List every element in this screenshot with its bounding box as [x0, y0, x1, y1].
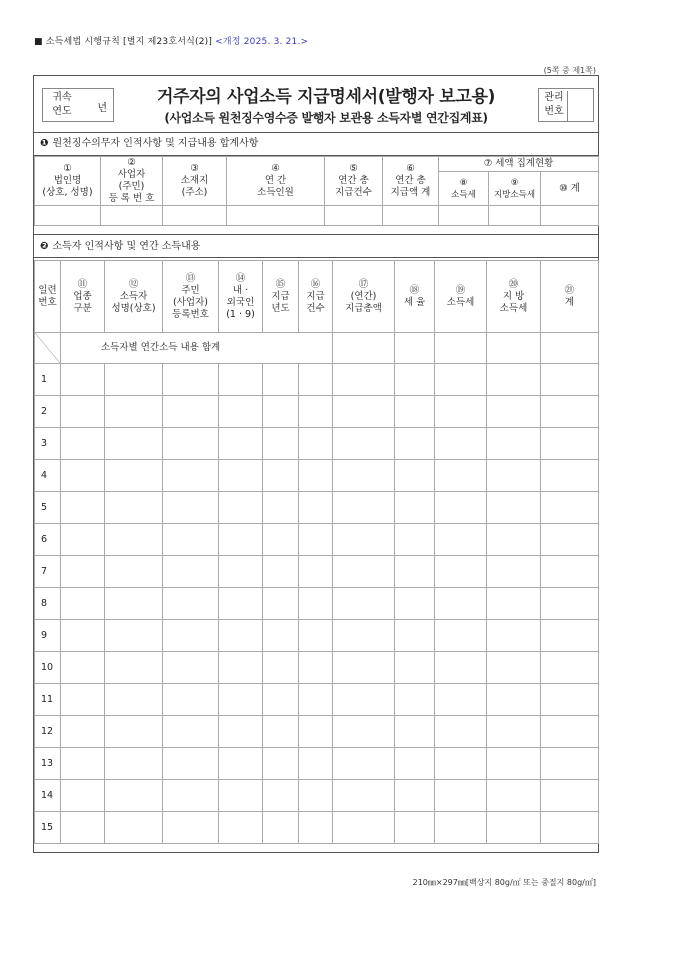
input-industry[interactable]: [61, 748, 105, 780]
input-pay-year[interactable]: [263, 780, 299, 812]
input-pay-count[interactable]: [299, 396, 333, 428]
section1-label: 원천징수의무자 인적사항 및 지급내용 합계사항: [52, 138, 259, 149]
input-industry[interactable]: [61, 812, 105, 844]
input-tax-rate[interactable]: [395, 588, 435, 620]
input-nationality[interactable]: [219, 556, 263, 588]
input-industry[interactable]: [61, 524, 105, 556]
row-serial-number: 4: [35, 460, 61, 492]
col-serial-header: 일련 번호: [35, 261, 61, 333]
input-pay-count[interactable]: [299, 716, 333, 748]
input-total[interactable]: [541, 620, 599, 652]
input-local-tax[interactable]: [489, 206, 541, 226]
input-payment-total[interactable]: [383, 206, 439, 226]
sum-row: [35, 333, 599, 364]
col-address-header: ③ 소재지 (주소): [163, 157, 227, 206]
input-total[interactable]: [541, 812, 599, 844]
input-income-persons[interactable]: [227, 206, 325, 226]
input-tax-rate[interactable]: [395, 556, 435, 588]
input-local-tax[interactable]: [487, 396, 541, 428]
input-pay-amount[interactable]: [333, 812, 395, 844]
table-row: [35, 428, 599, 460]
input-reg-number[interactable]: [163, 588, 219, 620]
input-total[interactable]: [541, 428, 599, 460]
input-nationality[interactable]: [219, 428, 263, 460]
col-pay-count-header: ⑯ 지급 건수: [299, 261, 333, 333]
input-total[interactable]: [541, 588, 599, 620]
input-pay-amount[interactable]: [333, 428, 395, 460]
input-industry[interactable]: [61, 428, 105, 460]
input-payment-count[interactable]: [325, 206, 383, 226]
input-local-tax[interactable]: [487, 588, 541, 620]
form-subtitle: (사업소득 원천징수영수증 발행자 보관용 소득자별 연간집계표): [164, 111, 488, 125]
row-serial-number: 10: [35, 652, 61, 684]
input-nationality[interactable]: [219, 588, 263, 620]
col-local-tax-header: ⑨ 지방소득세: [489, 172, 541, 206]
input-local-tax[interactable]: [487, 812, 541, 844]
regulation-text: ■ 소득세법 시행규칙 [별지 제23호서식(2)]: [34, 37, 213, 47]
col-income-persons-header: ④ 연 간 소득인원: [227, 157, 325, 206]
section2-number: ❷: [40, 241, 49, 252]
input-tax-rate[interactable]: [395, 460, 435, 492]
input-income-tax[interactable]: [435, 748, 487, 780]
input-reg-number[interactable]: [163, 396, 219, 428]
input-local-tax[interactable]: [487, 620, 541, 652]
row-serial-number: 9: [35, 620, 61, 652]
input-tax-rate[interactable]: [395, 716, 435, 748]
year-unit: 년: [97, 103, 107, 114]
input-total[interactable]: [541, 524, 599, 556]
input-pay-count[interactable]: [299, 364, 333, 396]
input-pay-amount[interactable]: [333, 652, 395, 684]
input-reg-number[interactable]: [163, 748, 219, 780]
input-pay-year[interactable]: [263, 812, 299, 844]
input-industry[interactable]: [61, 396, 105, 428]
table-row: [35, 716, 599, 748]
sum-total[interactable]: [541, 333, 599, 364]
input-reg-number[interactable]: [163, 460, 219, 492]
input-corp-name[interactable]: [35, 206, 101, 226]
input-tax-rate[interactable]: [395, 428, 435, 460]
input-earner-name[interactable]: [105, 716, 163, 748]
input-earner-name[interactable]: [105, 620, 163, 652]
input-income-tax[interactable]: [435, 684, 487, 716]
section2-label: 소득자 인적사항 및 연간 소득내용: [52, 241, 201, 252]
input-pay-count[interactable]: [299, 492, 333, 524]
input-local-tax[interactable]: [487, 748, 541, 780]
mgmt-label-1: 관리: [544, 92, 564, 103]
col-payment-count-header: ⑤ 연간 총 지급건수: [325, 157, 383, 206]
input-reg-number[interactable]: [163, 652, 219, 684]
input-tax-rate[interactable]: [395, 748, 435, 780]
table-row: [35, 620, 599, 652]
input-income-tax[interactable]: [435, 364, 487, 396]
input-earner-name[interactable]: [105, 812, 163, 844]
input-nationality[interactable]: [219, 396, 263, 428]
input-nationality[interactable]: [219, 748, 263, 780]
input-total[interactable]: [541, 460, 599, 492]
input-tax-rate[interactable]: [395, 620, 435, 652]
input-pay-amount[interactable]: [333, 716, 395, 748]
sum-row-label: 소득자별 연간소득 내용 합계: [61, 333, 333, 364]
input-income-tax[interactable]: [435, 652, 487, 684]
input-total[interactable]: [541, 492, 599, 524]
input-reg-number[interactable]: [163, 684, 219, 716]
col-pay-year-header: ⑮ 지급 년도: [263, 261, 299, 333]
input-local-tax[interactable]: [487, 428, 541, 460]
input-earner-name[interactable]: [105, 556, 163, 588]
input-reg-number[interactable]: [163, 428, 219, 460]
input-nationality[interactable]: [219, 524, 263, 556]
attribution-year-box[interactable]: [42, 88, 114, 122]
input-pay-count[interactable]: [299, 524, 333, 556]
input-income-tax[interactable]: [435, 524, 487, 556]
input-nationality[interactable]: [219, 652, 263, 684]
sum-pay-amount[interactable]: [333, 333, 395, 364]
page-number: (5쪽 중 제1쪽): [543, 66, 596, 75]
input-pay-count[interactable]: [299, 748, 333, 780]
input-industry[interactable]: [61, 364, 105, 396]
input-reg-number[interactable]: [163, 716, 219, 748]
input-income-tax[interactable]: [435, 620, 487, 652]
input-earner-name[interactable]: [105, 684, 163, 716]
input-industry[interactable]: [61, 588, 105, 620]
input-pay-year[interactable]: [263, 396, 299, 428]
input-reg-number[interactable]: [163, 524, 219, 556]
input-pay-count[interactable]: [299, 812, 333, 844]
input-total[interactable]: [541, 748, 599, 780]
input-total[interactable]: [541, 716, 599, 748]
col-industry-header: ⑪ 업종 구분: [61, 261, 105, 333]
table-row: [35, 364, 599, 396]
input-pay-count[interactable]: [299, 652, 333, 684]
col-total-header: ⑩ 계: [541, 172, 599, 206]
input-pay-amount[interactable]: [333, 364, 395, 396]
table-row: [35, 460, 599, 492]
row-serial-number: 3: [35, 428, 61, 460]
input-tax-rate[interactable]: [395, 780, 435, 812]
input-pay-amount[interactable]: [333, 460, 395, 492]
input-industry[interactable]: [61, 492, 105, 524]
year-label-2: 연도: [52, 106, 72, 117]
input-income-tax[interactable]: [435, 460, 487, 492]
input-reg-number[interactable]: [163, 364, 219, 396]
input-address[interactable]: [163, 206, 227, 226]
input-local-tax[interactable]: [487, 460, 541, 492]
input-reg-number[interactable]: [163, 780, 219, 812]
input-pay-year[interactable]: [263, 428, 299, 460]
section1-number: ❶: [40, 138, 49, 149]
input-nationality[interactable]: [219, 364, 263, 396]
input-pay-count[interactable]: [299, 588, 333, 620]
input-nationality[interactable]: [219, 492, 263, 524]
row-serial-number: 15: [35, 812, 61, 844]
input-industry[interactable]: [61, 460, 105, 492]
section2-heading: [34, 234, 598, 258]
input-industry[interactable]: [61, 684, 105, 716]
input-pay-count[interactable]: [299, 460, 333, 492]
input-earner-name[interactable]: [105, 748, 163, 780]
input-income-tax[interactable]: [435, 588, 487, 620]
input-income-tax[interactable]: [439, 206, 489, 226]
col-earner-name-header: ⑫ 소득자 성명(상호): [105, 261, 163, 333]
input-total[interactable]: [541, 556, 599, 588]
input-local-tax[interactable]: [487, 652, 541, 684]
row-serial-number: 11: [35, 684, 61, 716]
table-row: [35, 556, 599, 588]
input-total[interactable]: [541, 684, 599, 716]
input-pay-amount[interactable]: [333, 620, 395, 652]
regulation-header: [34, 34, 308, 47]
col-reg-number-header: ⑬ 주민 (사업자) 등록번호: [163, 261, 219, 333]
input-earner-name[interactable]: [105, 524, 163, 556]
input-pay-year[interactable]: [263, 524, 299, 556]
input-total[interactable]: [541, 206, 599, 226]
row-serial-number: 12: [35, 716, 61, 748]
sum-income-tax[interactable]: [435, 333, 487, 364]
table-row: [35, 684, 599, 716]
input-local-tax[interactable]: [487, 780, 541, 812]
input-reg-number[interactable]: [163, 812, 219, 844]
col-tax-summary-header: ⑦ 세액 집계현황: [439, 157, 599, 172]
input-tax-rate[interactable]: [395, 364, 435, 396]
input-industry[interactable]: [61, 620, 105, 652]
table-row: [35, 748, 599, 780]
row-serial-number: 5: [35, 492, 61, 524]
input-pay-count[interactable]: [299, 428, 333, 460]
input-pay-count[interactable]: [299, 780, 333, 812]
table-row: [35, 652, 599, 684]
input-pay-year[interactable]: [263, 652, 299, 684]
input-tax-rate[interactable]: [395, 652, 435, 684]
input-pay-year[interactable]: [263, 620, 299, 652]
input-tax-rate[interactable]: [395, 812, 435, 844]
input-industry[interactable]: [61, 652, 105, 684]
row-serial-number: 14: [35, 780, 61, 812]
input-pay-year[interactable]: [263, 460, 299, 492]
input-pay-amount[interactable]: [333, 556, 395, 588]
col-nationality-header: ⑭ 내 · 외국인 (1 · 9): [219, 261, 263, 333]
form-title: 거주자의 사업소득 지급명세서(발행자 보고용): [156, 87, 496, 107]
input-tax-rate[interactable]: [395, 492, 435, 524]
input-local-tax[interactable]: [487, 524, 541, 556]
input-earner-name[interactable]: [105, 428, 163, 460]
revision-date: <개정 2025. 3. 21.>: [215, 37, 309, 47]
input-nationality[interactable]: [219, 620, 263, 652]
input-income-tax[interactable]: [435, 780, 487, 812]
col-pay-amount-header: ⑰ (연간) 지급총액: [333, 261, 395, 333]
input-biz-reg[interactable]: [101, 206, 163, 226]
input-earner-name[interactable]: [105, 588, 163, 620]
sum-local-tax[interactable]: [487, 333, 541, 364]
input-tax-rate[interactable]: [395, 524, 435, 556]
input-income-tax[interactable]: [435, 396, 487, 428]
row-serial-number: 1: [35, 364, 61, 396]
input-total[interactable]: [541, 364, 599, 396]
input-pay-year[interactable]: [263, 364, 299, 396]
input-nationality[interactable]: [219, 812, 263, 844]
input-earner-name[interactable]: [105, 364, 163, 396]
table-row: [35, 492, 599, 524]
input-pay-amount[interactable]: [333, 396, 395, 428]
col-income-tax-header: ⑲ 소득세: [435, 261, 487, 333]
input-total[interactable]: [541, 652, 599, 684]
input-pay-year[interactable]: [263, 748, 299, 780]
input-nationality[interactable]: [219, 460, 263, 492]
input-pay-year[interactable]: [263, 556, 299, 588]
input-local-tax[interactable]: [487, 492, 541, 524]
row-serial-number: 8: [35, 588, 61, 620]
input-industry[interactable]: [61, 556, 105, 588]
input-income-tax[interactable]: [435, 716, 487, 748]
input-reg-number[interactable]: [163, 492, 219, 524]
input-local-tax[interactable]: [487, 684, 541, 716]
sum-tax-rate[interactable]: [395, 333, 435, 364]
input-earner-name[interactable]: [105, 492, 163, 524]
table-row: [35, 588, 599, 620]
input-pay-year[interactable]: [263, 588, 299, 620]
input-income-tax[interactable]: [435, 492, 487, 524]
input-earner-name[interactable]: [105, 396, 163, 428]
table-row: [35, 780, 599, 812]
year-label-1: 귀속: [52, 92, 72, 103]
row-serial-number: 7: [35, 556, 61, 588]
input-pay-amount[interactable]: [333, 684, 395, 716]
input-pay-amount[interactable]: [333, 524, 395, 556]
input-income-tax[interactable]: [435, 556, 487, 588]
table-row: [35, 812, 599, 844]
col-corp-name-header: ① 법인명 (상호, 성명): [35, 157, 101, 206]
input-total[interactable]: [541, 780, 599, 812]
input-total[interactable]: [541, 396, 599, 428]
input-nationality[interactable]: [219, 684, 263, 716]
sum-row-diagonal: [35, 333, 61, 364]
col-biz-reg-header: ② 사업자 (주민) 등 록 번 호: [101, 157, 163, 206]
input-reg-number[interactable]: [163, 620, 219, 652]
col-payment-total-header: ⑥ 연간 총 지급액 계: [383, 157, 439, 206]
input-reg-number[interactable]: [163, 556, 219, 588]
input-nationality[interactable]: [219, 780, 263, 812]
input-pay-count[interactable]: [299, 556, 333, 588]
input-local-tax[interactable]: [487, 364, 541, 396]
title-bar: [34, 76, 598, 133]
mgmt-label-2: 번호: [544, 106, 564, 117]
input-income-tax[interactable]: [435, 812, 487, 844]
input-pay-amount[interactable]: [333, 588, 395, 620]
input-pay-amount[interactable]: [333, 748, 395, 780]
management-number-box[interactable]: [538, 88, 594, 122]
input-tax-rate[interactable]: [395, 684, 435, 716]
col-sum-header: ㉑ 계: [541, 261, 599, 333]
income-earner-table: [34, 260, 599, 844]
withholding-agent-table: [34, 156, 599, 226]
input-earner-name[interactable]: [105, 652, 163, 684]
col-tax-rate-header: ⑱ 세 율: [395, 261, 435, 333]
input-pay-amount[interactable]: [333, 492, 395, 524]
form-frame: [33, 75, 599, 853]
input-tax-rate[interactable]: [395, 396, 435, 428]
input-pay-count[interactable]: [299, 684, 333, 716]
paper-spec-footer: 210㎜×297㎜[백상지 80g/㎡ 또는 중질지 80g/㎡]: [412, 878, 596, 887]
table-row: [35, 524, 599, 556]
input-earner-name[interactable]: [105, 780, 163, 812]
input-pay-count[interactable]: [299, 620, 333, 652]
row-serial-number: 13: [35, 748, 61, 780]
table-row: [35, 396, 599, 428]
col-income-tax-header: ⑧ 소득세: [439, 172, 489, 206]
input-income-tax[interactable]: [435, 428, 487, 460]
col-local-tax-header: ⑳ 지 방 소득세: [487, 261, 541, 333]
input-industry[interactable]: [61, 716, 105, 748]
input-industry[interactable]: [61, 780, 105, 812]
input-pay-year[interactable]: [263, 492, 299, 524]
input-local-tax[interactable]: [487, 556, 541, 588]
section1-heading: [34, 132, 598, 156]
input-pay-amount[interactable]: [333, 780, 395, 812]
input-earner-name[interactable]: [105, 460, 163, 492]
input-local-tax[interactable]: [487, 716, 541, 748]
input-pay-year[interactable]: [263, 716, 299, 748]
row-serial-number: 2: [35, 396, 61, 428]
input-nationality[interactable]: [219, 716, 263, 748]
row-serial-number: 6: [35, 524, 61, 556]
input-pay-year[interactable]: [263, 684, 299, 716]
